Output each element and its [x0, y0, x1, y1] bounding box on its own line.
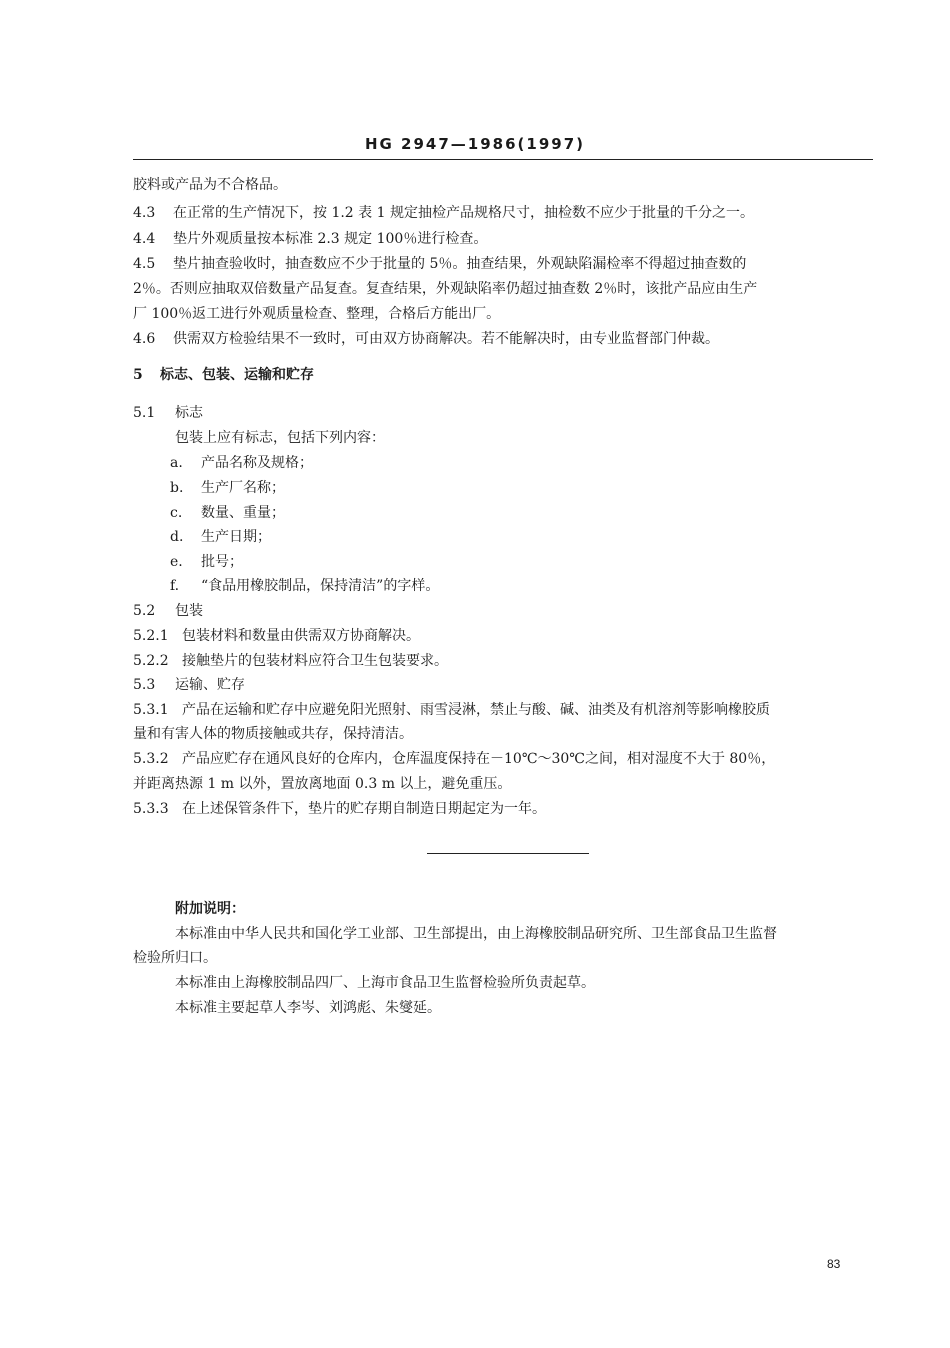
clause-text: 接触垫片的包装材料应符合卫生包装要求。 — [182, 653, 448, 669]
clause-5-3-2-cont: 并距离热源 1 m 以外，置放离地面 0.3 m 以上，避免重压。 — [133, 776, 512, 792]
section-title: 标志、包装、运输和贮存 — [160, 367, 314, 383]
marking-item — [170, 504, 285, 522]
clause-title: 包装 — [175, 603, 203, 619]
item-label: a. — [170, 455, 183, 471]
clause-number: 4.6 — [133, 331, 156, 347]
clause-text: 在正常的生产情况下，按 1.2 表 1 规定抽检产品规格尺寸，抽检数不应少于批量的千分之一。 — [173, 205, 754, 221]
clause-5-2-heading — [133, 602, 203, 620]
page-number: 83 — [827, 1257, 841, 1271]
section-divider — [427, 853, 589, 854]
header-rule — [133, 159, 873, 160]
clause-5-3-3 — [133, 800, 546, 818]
item-label: e. — [170, 554, 183, 570]
clause-5-2-1 — [133, 627, 420, 645]
continuation-line: 胶料或产品为不合格品。 — [133, 177, 287, 193]
clause-text: 垫片外观质量按本标准 2.3 规定 100％进行检查。 — [173, 231, 488, 247]
notes-paragraph-1: 本标准由中华人民共和国化学工业部、卫生部提出，由上海橡胶制品研究所、卫生部食品卫生监督 — [175, 926, 777, 942]
clause-number: 5.3.2 — [133, 751, 169, 767]
marking-intro: 包装上应有标志，包括下列内容： — [175, 430, 385, 446]
section-5-heading — [133, 366, 314, 384]
clause-text: 在上述保管条件下，垫片的贮存期自制造日期起定为一年。 — [182, 801, 546, 817]
item-text: 批号； — [201, 554, 243, 570]
standard-code-header: HG 2947—1986(1997) — [364, 135, 586, 153]
clause-4-3 — [133, 204, 754, 222]
clause-number: 5.2.1 — [133, 628, 169, 644]
clause-text: 供需双方检验结果不一致时，可由双方协商解决。若不能解决时，由专业监督部门仲裁。 — [173, 331, 719, 347]
clause-4-5-cont-1: 2％。否则应抽取双倍数量产品复查。复查结果，外观缺陷率仍超过抽查数 2％时，该批产品应由生产 — [133, 281, 758, 297]
item-label: f. — [170, 578, 180, 594]
clause-number: 5.3 — [133, 677, 156, 693]
clause-title: 标志 — [175, 405, 203, 421]
notes-paragraph-2: 本标准由上海橡胶制品四厂、上海市食品卫生监督检验所负责起草。 — [175, 975, 595, 991]
item-label: d. — [170, 529, 184, 545]
clause-number: 4.3 — [133, 205, 156, 221]
clause-title: 运输、贮存 — [175, 677, 245, 693]
clause-5-2-2 — [133, 652, 448, 670]
notes-paragraph-3: 本标准主要起草人李岑、刘鸿彪、朱燮延。 — [175, 1000, 441, 1016]
clause-text: 产品应贮存在通风良好的仓库内，仓库温度保持在－10℃～30℃之间，相对湿度不大于 80％， — [182, 751, 776, 767]
clause-number: 5.2.2 — [133, 653, 169, 669]
clause-4-4 — [133, 230, 487, 248]
marking-item — [170, 577, 439, 595]
item-text: 数量、重量； — [201, 505, 285, 521]
clause-number: 5.1 — [133, 405, 156, 421]
marking-item — [170, 479, 285, 497]
notes-heading: 附加说明： — [175, 901, 245, 917]
item-text: 产品名称及规格； — [201, 455, 313, 471]
notes-paragraph-1-cont: 检验所归口。 — [133, 950, 217, 966]
clause-5-3-1-cont: 量和有害人体的物质接触或共存，保持清洁。 — [133, 726, 413, 742]
clause-5-3-heading — [133, 676, 245, 694]
clause-number: 4.4 — [133, 231, 156, 247]
item-text: “食品用橡胶制品，保持清洁”的字样。 — [201, 578, 440, 594]
clause-text: 包装材料和数量由供需双方协商解决。 — [182, 628, 420, 644]
clause-text: 产品在运输和贮存中应避免阳光照射、雨雪浸淋，禁止与酸、碱、油类及有机溶剂等影响橡胶质 — [182, 702, 770, 718]
item-text: 生产厂名称； — [201, 480, 285, 496]
clause-4-5 — [133, 255, 746, 273]
clause-text: 垫片抽查验收时，抽查数应不少于批量的 5％。抽查结果，外观缺陷漏检率不得超过抽查数的 — [173, 256, 747, 272]
marking-item — [170, 553, 243, 571]
clause-5-3-1 — [133, 701, 770, 719]
item-label: b. — [170, 480, 184, 496]
clause-4-5-cont-2: 厂 100％返工进行外观质量检查、整理，合格后方能出厂。 — [133, 306, 501, 322]
clause-number: 5.3.3 — [133, 801, 169, 817]
clause-5-1-heading — [133, 404, 203, 422]
clause-4-6 — [133, 330, 719, 348]
clause-number: 5.3.1 — [133, 702, 169, 718]
clause-5-3-2 — [133, 750, 775, 768]
item-label: c. — [170, 505, 183, 521]
section-number: 5 — [133, 367, 143, 383]
item-text: 生产日期； — [201, 529, 271, 545]
clause-number: 5.2 — [133, 603, 156, 619]
marking-item — [170, 454, 313, 472]
marking-item — [170, 528, 271, 546]
clause-number: 4.5 — [133, 256, 156, 272]
